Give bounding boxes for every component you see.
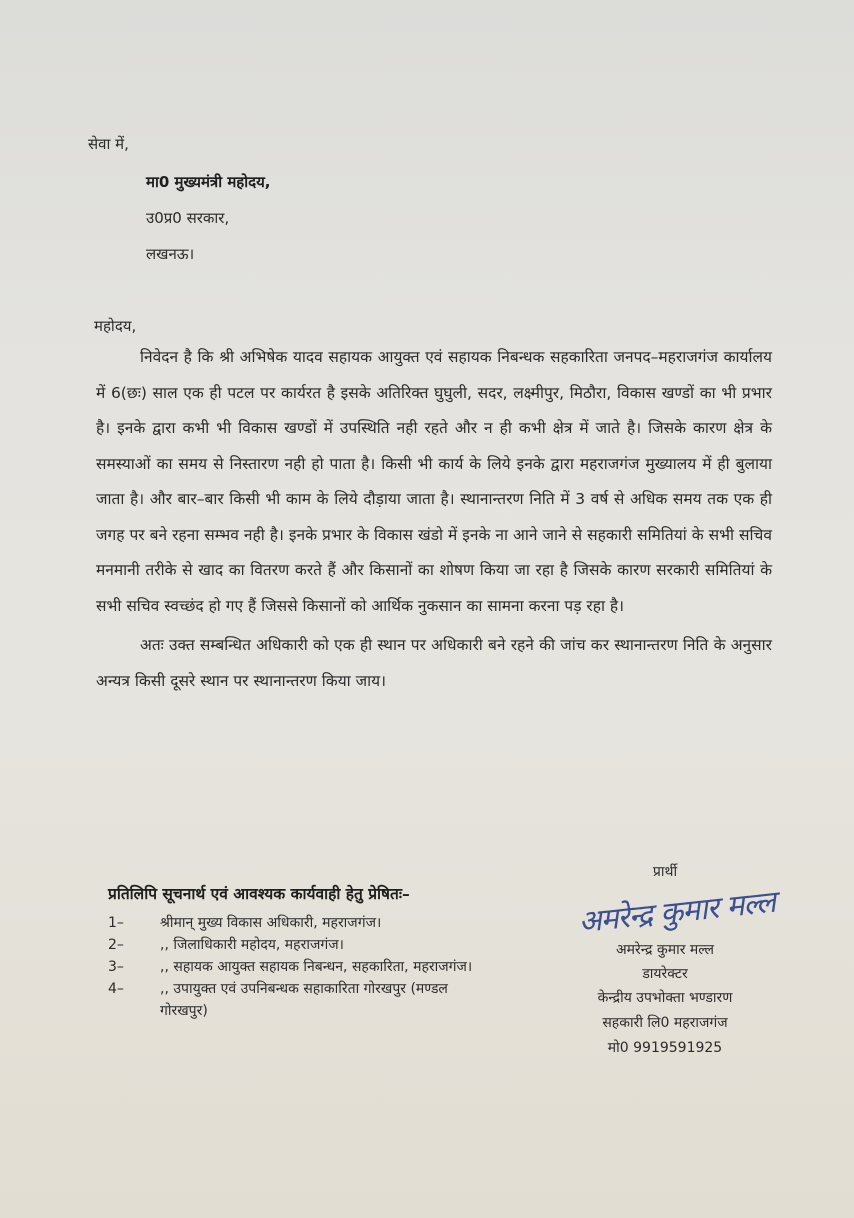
sender-label: प्रार्थी [652,864,678,880]
sender-organization: केन्द्रीय उपभोक्ता भण्डारण [597,990,733,1006]
copy-to-item-text: ,, सहायक आयुक्त सहायक निबन्धन, सहकारिता, महराजगंज। [160,959,473,975]
copy-to-item-text: ,, जिलाधिकारी महोदय, महराजगंज। [160,937,344,953]
copy-to-list [108,912,488,1022]
sender-phone: मो0 9919591925 [607,1040,723,1056]
body-paragraph-1: निवेदन है कि श्री अभिषेक यादव सहायक आयुक्त एवं सहायक निबन्धक सहकारिता जनपद–महराजगंज कार्यालय में 6(छः) साल एक ही पटल पर कार्यरत है इसके अतिरिक्त घुघुली, सदर, लक्ष्मीपुर, मिठौरा, विकास खण्डों का भी प्रभार है। इनके द्वारा कभी भी विकास खण्डों में उपस्थिति नही रहते और न ही कभी क्षेत्र में जाते है। जिसके कारण क्षेत्र के समस्याओं का समय से निस्तारण नही हो पाता है। किसी भी कार्य के लिये इनके द्वारा महराजगंज मुख्यालय में ही बुलाया जाता है। और बार–बार किसी भी काम के लिये दौड़ाया जाता है। स्थानान्तरण निति में 3 वर्ष से अधिक समय तक एक ही जगह पर बने रहना सम्भव नही है। इनके प्रभार के विकास खंडो में इनके ना आने जाने से सहकारी समितियां के सभी सचिव मनमानी तरीके से खाद का वितरण करते हैं और किसानों का शोषण किया जा रहा है जिसके कारण सरकारी समितियां के सभी सचिव स्वच्छंद हो गए हैं जिससे किसानों को आर्थिक नुकसान का सामना करना पड़ रहा है। [96,348,772,615]
letter-body [96,340,772,699]
copy-to-heading: प्रतिलिपि सूचनार्थ एवं आवश्यक कार्यवाही हेतु प्रेषितः– [108,885,410,903]
copy-to-item-number: 2– [108,937,124,953]
copy-to-item [108,934,488,956]
copy-to-item-number: 4– [108,981,124,997]
sender-organization-line2: सहकारी लि0 महराजगंज [602,1015,728,1031]
copy-to-item-text: ,, उपायुक्त एवं उपनिबन्धक सहाकारिता गोरखपुर (मण्डल गोरखपुर) [160,981,448,1019]
copy-to-item-number: 1– [108,915,124,931]
salutation: सेवा में, [88,135,129,153]
copy-to-item-text: श्रीमान् मुख्य विकास अधिकारी, महराजगंज। [160,915,382,931]
copy-to-item [108,912,488,934]
recipient-city: लखनऊ। [146,245,195,263]
greeting: महोदय, [94,317,137,335]
copy-to-item-number: 3– [108,959,124,975]
recipient-title: मा0 मुख्यमंत्री महोदय, [146,173,271,191]
recipient-government: उ0प्र0 सरकार, [146,209,230,227]
sender-designation: डायरेक्टर [642,966,688,982]
copy-to-item [108,956,488,978]
sender-name: अमरेन्द्र कुमार मल्ल [615,942,715,958]
copy-to-item [108,978,488,1022]
handwritten-signature: अमरेन्द्र कुमार मल्ल [576,884,777,941]
body-paragraph-2: अतः उक्त सम्बन्धित अधिकारी को एक ही स्थान पर अधिकारी बने रहने की जांच कर स्थानान्तरण निति के अनुसार अन्यत्र किसी दूसरे स्थान पर स्थानान्तरण किया जाय। [96,636,772,690]
